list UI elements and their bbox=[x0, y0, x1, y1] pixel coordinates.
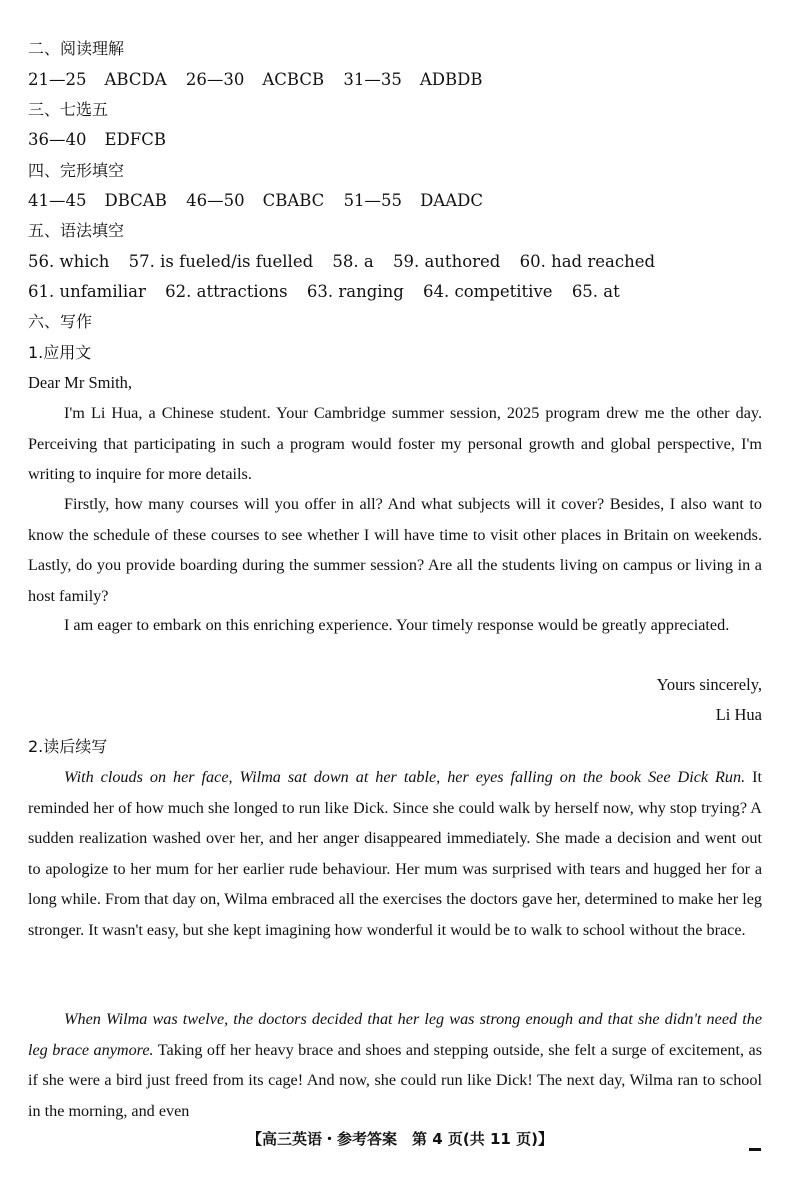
answer-letters: DBCAB bbox=[104, 191, 167, 210]
section-cloze-title: 四、完形填空 bbox=[28, 161, 125, 180]
grammar-answer: 63. ranging bbox=[306, 282, 404, 301]
grammar-fill-row-1 bbox=[28, 247, 764, 277]
grammar-answer: 59. authored bbox=[392, 252, 501, 271]
continuation-paragraph-1 bbox=[28, 762, 762, 945]
letter-closing: Yours sincerely, bbox=[656, 675, 762, 694]
continuation-paragraph-2 bbox=[28, 1004, 762, 1126]
grammar-fill-row-2 bbox=[28, 277, 764, 307]
continuation-writing-title: 2.读后续写 bbox=[28, 737, 108, 756]
letter-paragraph-1-text: I'm Li Hua, a Chinese student. Your Cambridge summer session, 2025 program drew me the other day. Perceiving that participating in such a program would foster my personal growth and global perspective, I'm writing to inquire for more details. bbox=[28, 404, 762, 483]
corner-mark bbox=[749, 1148, 761, 1151]
letter-signature: Li Hua bbox=[715, 705, 762, 724]
grammar-answer: 62. attractions bbox=[165, 282, 288, 301]
letter-paragraph-1 bbox=[28, 398, 762, 490]
grammar-answer: 56. which bbox=[28, 252, 110, 271]
answer-range: 41—45 bbox=[28, 191, 87, 210]
letter-paragraph-3 bbox=[28, 610, 762, 641]
answer-range: 21—25 bbox=[28, 70, 87, 89]
section-writing-title: 六、写作 bbox=[28, 312, 93, 331]
section-grammar-fill-title: 五、语法填空 bbox=[28, 221, 125, 240]
reading-answers-row bbox=[28, 65, 764, 95]
continuation-paragraph-1-text: It reminded her of how much she longed to run like Dick. Since she could walk by herself now, why stop trying? A sudden realization washed over her, and her anger disappeared immediately. She made a decision and went out to apologize to her mum for her earlier rude behaviour. Her mum was surprised with tears and hugged her for a long while. From that day on, Wilma embraced all the exercises the doctors gave her, determined to make her leg stronger. It wasn't easy, but she kept imagining how wonderful it would be to walk to school without the brace. bbox=[28, 768, 762, 939]
answer-letters: DAADC bbox=[420, 191, 483, 210]
answer-letters: ADBDB bbox=[419, 70, 483, 89]
answer-range: 36—40 bbox=[28, 130, 87, 149]
answer-range: 51—55 bbox=[343, 191, 403, 210]
answer-letters: CBABC bbox=[262, 191, 325, 210]
answer-letters: ABCDA bbox=[104, 70, 167, 89]
continuation-prompt-2: When Wilma was twelve, the doctors decided that her leg was strong enough and that she didn't need the leg brace anymore. bbox=[28, 1010, 762, 1059]
grammar-answer: 58. a bbox=[332, 252, 374, 271]
grammar-answer: 64. competitive bbox=[423, 282, 553, 301]
answer-range: 31—35 bbox=[343, 70, 402, 89]
section-reading-title: 二、阅读理解 bbox=[28, 39, 125, 58]
grammar-answer: 57. is fueled/is fuelled bbox=[128, 252, 314, 271]
answer-range: 46—50 bbox=[186, 191, 245, 210]
letter-paragraph-3-text: I am eager to embark on this enriching experience. Your timely response would be greatly appreciated. bbox=[64, 616, 730, 634]
grammar-answer: 65. at bbox=[571, 282, 620, 301]
cloze-answers-row bbox=[28, 186, 764, 216]
continuation-prompt-1: With clouds on her face, Wilma sat down at her table, her eyes falling on the book See Dick Run. bbox=[64, 768, 746, 786]
answer-range: 26—30 bbox=[185, 70, 245, 89]
practical-writing-title: 1.应用文 bbox=[28, 343, 92, 362]
letter-paragraph-2 bbox=[28, 489, 762, 611]
continuation-paragraph-2-text: Taking off her heavy brace and shoes and stepping outside, she felt a surge of excitement, as if she were a bird just freed from its cage! And now, she could run like Dick! The next day, Wilma ran to school in the morning, and even bbox=[28, 1040, 762, 1120]
answer-letters: ACBCB bbox=[262, 70, 325, 89]
page-footer: 【高三英语・参考答案 第 4 页(共 11 页)】 bbox=[247, 1130, 553, 1148]
seven-choose-five-answers-row bbox=[28, 125, 764, 155]
grammar-answer: 60. had reached bbox=[519, 252, 656, 271]
grammar-answer: 61. unfamiliar bbox=[28, 282, 146, 301]
answer-letters: EDFCB bbox=[104, 130, 166, 149]
section-seven-choose-five-title: 三、七选五 bbox=[28, 100, 109, 119]
letter-paragraph-2-text: Firstly, how many courses will you offer in all? And what subjects will it cover? Besides, I also want to know the schedule of these courses to see whether I will have time to visit other places in Britain on weekends. Lastly, do you provide boarding during the summer session? Are all the students living on campus or living in a host family? bbox=[28, 495, 762, 605]
letter-salutation: Dear Mr Smith, bbox=[28, 373, 133, 392]
